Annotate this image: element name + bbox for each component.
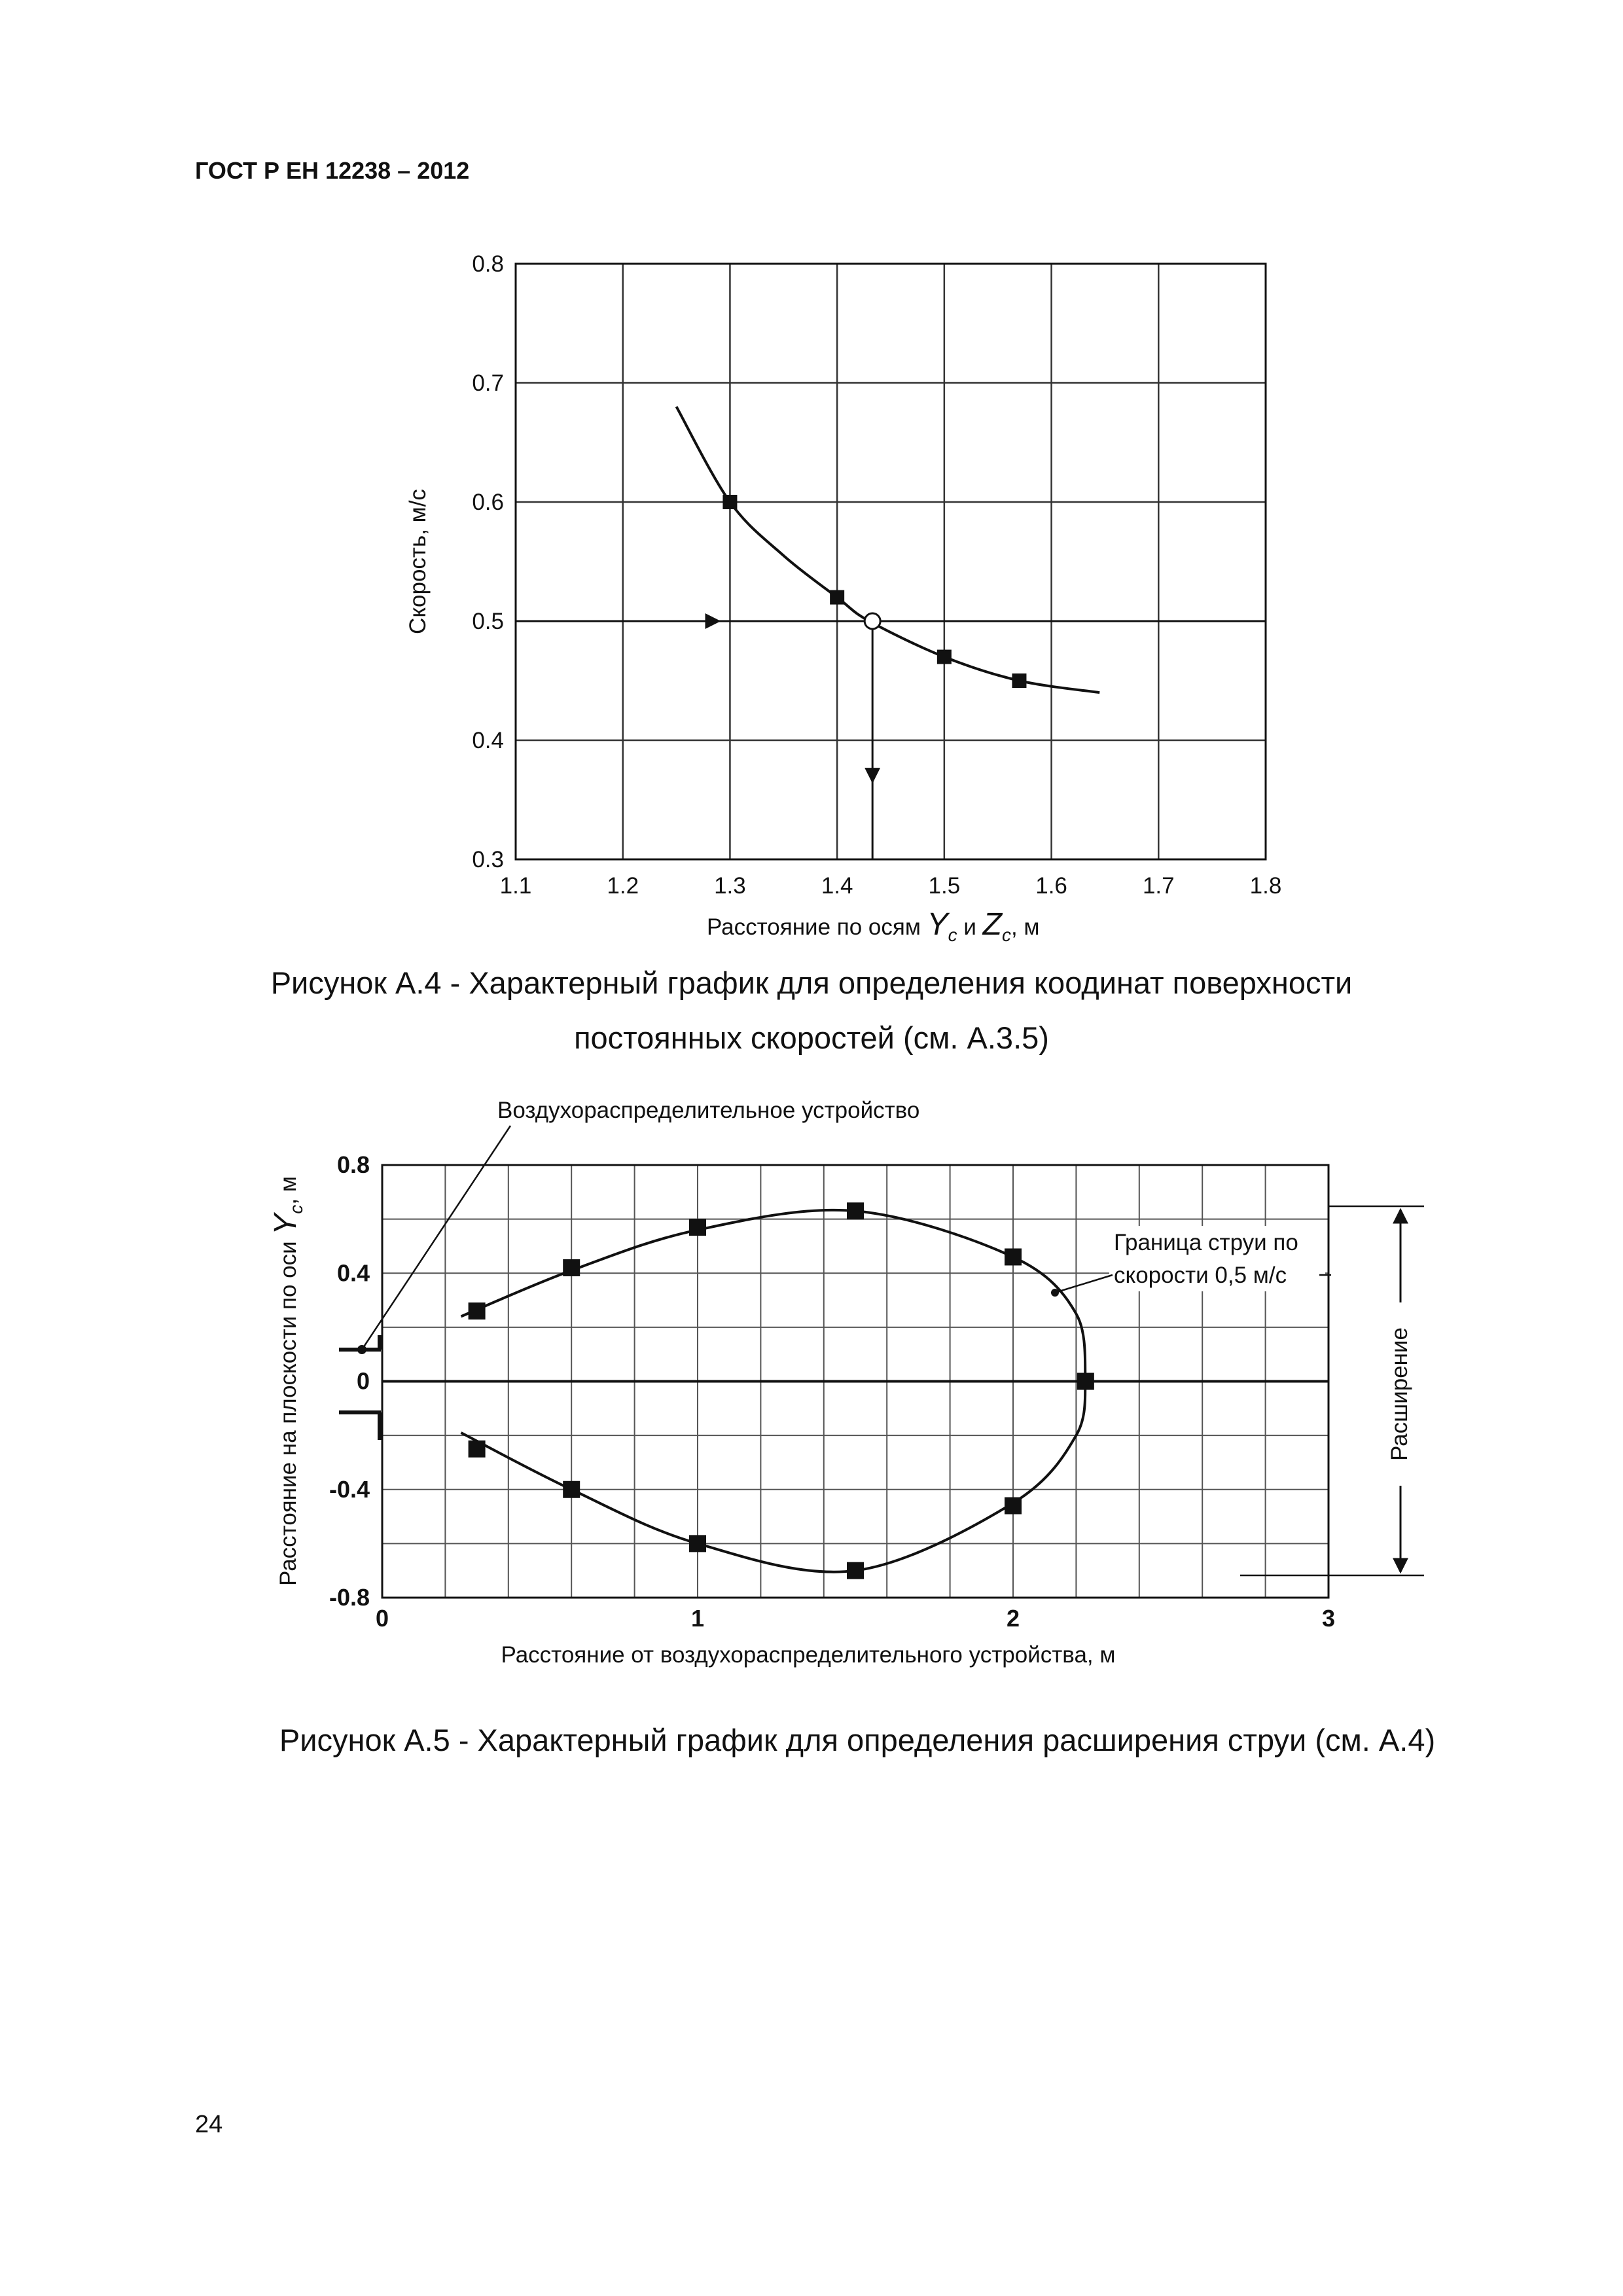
a5-boundary-leader	[1055, 1275, 1113, 1293]
a5-data-point	[1005, 1248, 1022, 1265]
a5-x-axis-label: Расстояние от воздухораспределительного устройства, м	[501, 1642, 1116, 1668]
a4-plot-frame	[516, 264, 1266, 859]
a5-data-point	[469, 1441, 486, 1458]
a5-data-point	[847, 1202, 864, 1219]
a5-y-tick-label: 0	[356, 1367, 370, 1395]
a4-y-axis-label: Скорость, м/с	[405, 489, 431, 634]
a4-x-tick-label: 1.4	[821, 873, 853, 899]
a5-upper-boundary-curve	[461, 1210, 1086, 1382]
a4-tick-labels	[472, 251, 1281, 899]
a5-data-point	[563, 1481, 580, 1498]
figure-a4	[271, 251, 1353, 1055]
a5-x-tick-label: 1	[690, 1605, 705, 1632]
a4-x-tick-label: 1.8	[1249, 873, 1282, 899]
a5-y-tick-label: 0.4	[336, 1259, 370, 1287]
a4-x-tick-label: 1.7	[1142, 873, 1175, 899]
page-number: 24	[195, 2111, 223, 2138]
a5-expansion-label: Расширение	[1387, 1327, 1412, 1462]
a4-y-tick-label: 0.7	[472, 370, 504, 396]
a5-y-tick-label: 0.8	[336, 1151, 370, 1178]
figure-a5	[268, 1098, 1435, 1757]
a5-data-point	[1005, 1498, 1022, 1515]
a5-data-point	[1077, 1373, 1094, 1390]
a4-grid	[516, 264, 1266, 859]
a4-caption-line2: постоянных скоростей (см. А.3.5)	[574, 1020, 1049, 1055]
a4-intersection-point	[865, 613, 880, 629]
a5-tick-labels	[329, 1151, 1335, 1632]
a4-x-axis-label: Расстояние по осям $Y_c$ и $Z_c$, м	[707, 907, 1040, 945]
a5-boundary-dot	[1051, 1289, 1059, 1297]
a5-data-point	[689, 1219, 706, 1236]
document-header: ГОСТ Р ЕН 12238 – 2012	[195, 157, 470, 184]
a4-velocity-curve	[677, 406, 1100, 692]
a4-y-tick-label: 0.4	[472, 728, 504, 753]
a5-data-point	[469, 1302, 486, 1319]
a5-caption: Рисунок А.5 - Характерный график для определения расширения струи (см. А.4)	[279, 1723, 1436, 1757]
a4-x-tick-label: 1.1	[499, 873, 532, 899]
a4-data-point	[722, 495, 737, 509]
a5-data-markers	[469, 1202, 1094, 1579]
a4-x-tick-label: 1.6	[1035, 873, 1067, 899]
a5-data-point	[563, 1259, 580, 1276]
a4-x-tick-label: 1.5	[928, 873, 961, 899]
a5-x-tick-label: 2	[1006, 1605, 1020, 1632]
a4-y-tick-label: 0.3	[472, 847, 504, 872]
a5-y-axis-label: Расстояние на плоскости по оси $Y_c$, м	[268, 1176, 306, 1586]
a4-data-point	[1012, 673, 1026, 688]
a5-y-tick-label: -0.8	[329, 1584, 370, 1611]
a4-y-tick-label: 0.8	[472, 251, 504, 277]
a4-data-point	[830, 590, 844, 605]
a5-data-point	[689, 1535, 706, 1552]
a4-caption-line1: Рисунок А.4 - Характерный график для определения коодинат поверхности	[270, 965, 1353, 1000]
a5-boundary-annotation-line2: скорости 0,5 м/с	[1114, 1263, 1287, 1288]
a4-y-tick-label: 0.5	[472, 609, 504, 634]
a5-device-annotation: Воздухораспределительное устройство	[497, 1098, 920, 1123]
a5-data-point	[847, 1562, 864, 1579]
a4-x-tick-label: 1.2	[607, 873, 639, 899]
a4-data-point	[937, 650, 952, 664]
a4-data-markers	[722, 495, 1026, 688]
a5-boundary-annotation-line1: Граница струи по	[1114, 1230, 1298, 1255]
a5-x-tick-label: 0	[375, 1605, 389, 1632]
a5-x-tick-label: 3	[1321, 1605, 1336, 1632]
a5-y-tick-label: -0.4	[329, 1475, 370, 1503]
a4-y-tick-label: 0.6	[472, 490, 504, 515]
a4-x-tick-label: 1.3	[714, 873, 746, 899]
